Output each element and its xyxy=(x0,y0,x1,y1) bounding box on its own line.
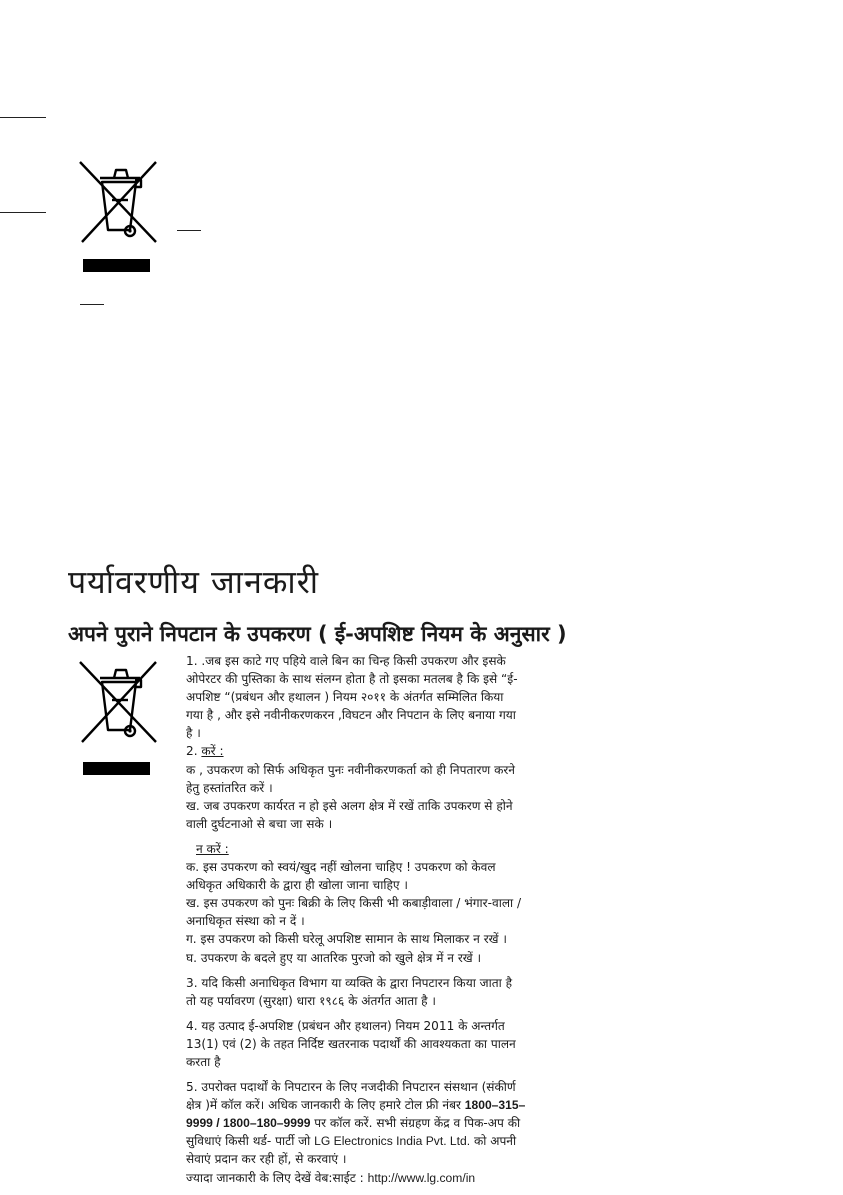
para-5-line: ज्यादा जानकारी के लिए देखें वेब:साईट : http://www.lg.com/in xyxy=(186,1170,476,1185)
para-1-line: ओपेरटर की पुस्तिका के साथ संलग्न होता है तो इसका मतलब है कि इसे “ई- xyxy=(186,672,518,687)
dont-item: ग. इस उपकरण को किसी घरेलू अपशिष्ट सामान के साथ मिलाकर न रखें । xyxy=(186,932,507,947)
dont-item: ख. इस उपकरण को पुनः बिक्री के लिए किसी भी कबाड़ीवाला / भंगार-वाला / xyxy=(186,896,522,911)
page-subtitle: अपने पुराने निपटान के उपकरण ( ई-अपशिष्ट नियम के अनुसार ) xyxy=(68,622,567,646)
do-heading: 2. करें : xyxy=(186,744,224,759)
para-1-line: गया है , और इसे नवीनीकरणकरन ,विघटन और निपटान के लिए बनाया गया xyxy=(186,708,516,723)
crossed-out-wheelie-bin-icon xyxy=(78,160,160,244)
margin-rule-bottom xyxy=(0,212,46,213)
para-3-line: 3. यदि किसी अनाधिकृत विभाग या व्यक्ति के द्वारा निपटारन किया जाता है xyxy=(186,975,513,990)
para-3-line: तो यह पर्यावरण (सुरक्षा) धारा १९८६ के अंतर्गत आता है । xyxy=(186,993,437,1008)
para-5-line: 5. उपरोक्त पदार्थों के निपटारन के लिए नजदीकी निपटारन संसथान (संकीर्ण xyxy=(186,1080,516,1095)
para-1-line: अपशिष्ट “(प्रबंधन और हथालन ) नियम २०११ के अंतर्गत सम्मिलित किया xyxy=(186,690,504,705)
para-4-line: करता है xyxy=(186,1054,221,1069)
toll-free-number: 1800–315– xyxy=(464,1098,526,1113)
blank-underline-2 xyxy=(80,304,104,305)
para-1-line: है । xyxy=(186,726,201,741)
blank-underline-1 xyxy=(177,230,201,231)
para-4-line: 4. यह उत्पाद ई-अपशिष्ट (प्रबंधन और हथालन) नियम 2011 के अन्तर्गत xyxy=(186,1018,505,1033)
para-5-line: क्षेत्र )में कॉल करें। अधिक जानकारी के लिए हमारे टोल फ्री नंबर 1800–315– xyxy=(186,1098,526,1113)
crossed-out-wheelie-bin-icon xyxy=(78,660,160,744)
dont-item: घ. उपकरण के बदले हुए या आतरिक पुरजो को खुले क्षेत्र में न रखें । xyxy=(186,950,482,965)
para-5-line: 9999 / 1800–180–9999 पर कॉल करें. सभी संग्रहण केंद्र व पिक-अप की xyxy=(186,1116,521,1131)
do-item: क , उपकरण को सिर्फ अधिकृत पुनः नवीनीकरणकर्ता को ही निपतारण करने xyxy=(186,762,516,777)
para-5-line: सेवाएं प्रदान कर रही हों, से करवाएं । xyxy=(186,1152,347,1167)
disposal-instructions xyxy=(186,652,626,1187)
do-label: करें : xyxy=(201,744,224,759)
do-item: हेतु हस्तांतरित करें । xyxy=(186,780,273,795)
bin-label-bar-top xyxy=(83,259,150,272)
margin-rule-top xyxy=(0,117,46,118)
dont-label: न करें : xyxy=(196,841,229,856)
dont-item: अधिकृत अधिकारी के द्वारा ही खोला जाना चाहिए । xyxy=(186,878,409,893)
para-5-line: सुविधाएं किसी थर्ड- पार्टी जो LG Electronics India Pvt. Ltd. को अपनी xyxy=(186,1134,517,1149)
toll-free-number-cont: 9999 / 1800–180–9999 xyxy=(186,1116,311,1131)
website-link[interactable]: http://www.lg.com/in xyxy=(367,1170,476,1185)
bin-label-bar-bottom xyxy=(83,762,150,775)
dont-item: अनाधिकृत संस्था को न दें । xyxy=(186,914,305,929)
do-item: ख. जब उपकरण कार्यरत न हो इसे अलग क्षेत्र में रखें ताकि उपकरण से होने xyxy=(186,798,513,813)
para-1-line: 1. .जब इस काटे गए पहिये वाले बिन का चिन्ह किसी उपकरण और इसके xyxy=(186,654,506,668)
company-name: LG Electronics India Pvt. Ltd. xyxy=(314,1134,471,1149)
page-title: पर्यावरणीय जानकारी xyxy=(68,563,320,601)
para-4-line: 13(1) एवं (2) के तहत निर्दिष्ट खतरनाक पदार्थों की आवश्यकता का पालन xyxy=(186,1036,516,1051)
dont-item: क. इस उपकरण को स्वयं/खुद नहीं खोलना चाहिए ! उपकरण को केवल xyxy=(186,860,496,875)
dont-heading xyxy=(186,840,626,858)
do-item: वाली दुर्घटनाओ से बचा जा सके । xyxy=(186,816,333,831)
